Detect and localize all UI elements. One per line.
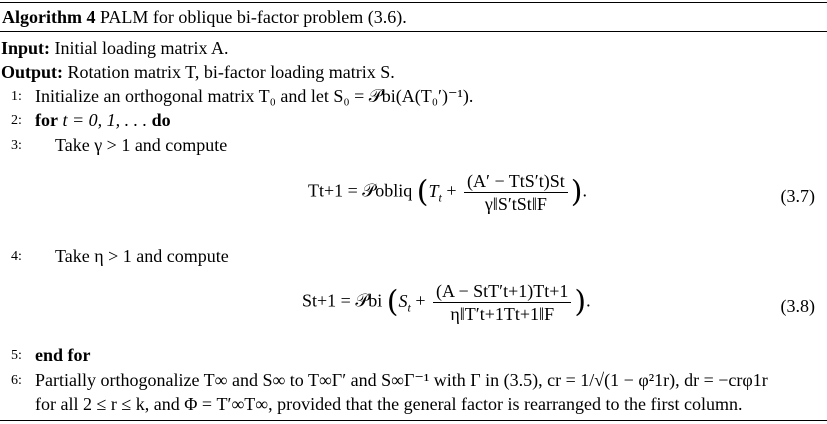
equation-3-7: Tt+1 = 𝒫obliq ($T_t$ + $\frac{\text{(A′ − TtS′t)St}}{\text{γ‖S′tSt‖F}}$ ). [308,171,587,214]
input-line [1,37,229,59]
input-label: Input: [1,38,51,58]
do-keyword: do [151,110,171,130]
step-text-continued: for all 2 ≤ r ≤ k, and Φ = T′∞T∞, provided that the general factor is rearranged to the first column. [35,394,743,414]
fraction [464,170,568,215]
equation-3-8: St+1 = 𝒫bi ($S_t$ + $\frac{\text{(A − StT′t+1)Tt+1}}{\eta‖T't+1Tt+1‖F}$ ). [302,281,591,324]
equation-number: (3.8) [780,296,815,316]
step-text: t = 0, 1, . . . [62,110,148,130]
algorithm-caption [2,6,407,28]
output-label: Output: [1,62,64,82]
step-text: Take γ > 1 and compute [55,135,228,155]
left-paren: ( [386,284,399,320]
bottom-rule [0,420,827,421]
step-number: 4: [11,249,22,264]
right-paren: ) [574,284,587,320]
input-text: Initial loading matrix A. [54,38,229,58]
caption-rule [0,31,827,32]
end-for-keyword: end for [35,345,91,365]
step-text: Initialize an orthogonal matrix T₀ and let S₀ = 𝒫bi(A(T₀′)⁻¹). [35,86,474,106]
for-keyword: for [35,110,58,130]
left-paren: ( [416,174,429,210]
fraction [433,280,571,325]
output-text: Rotation matrix T, bi-factor loading matrix S. [67,62,395,82]
step-line [35,109,171,131]
equation-lhs: Tt+1 = 𝒫obliq [308,180,413,201]
right-paren: ) [570,174,583,210]
numerator: (A − StT′t+1)Tt+1 [433,280,571,303]
top-rule [0,2,827,3]
step-number: 3: [11,138,22,153]
numerator: (A′ − TtS′t)St [464,170,568,193]
denominator: γ‖S′tSt‖F [484,194,547,214]
step-number: 6: [11,373,22,388]
step-text: Take η > 1 and compute [55,246,229,266]
step-number: 1: [11,89,22,104]
step-text: Partially orthogonalize T∞ and S∞ to T∞Γ′ and S∞Γ⁻¹ with Γ in (3.5), cr = 1/√(1 − φ²1r), dr = −crφ1r [35,370,768,390]
caption-label: Algorithm 4 [2,7,96,27]
equation-number: (3.7) [780,186,815,206]
step-number: 5: [11,348,22,363]
caption-text: PALM for oblique bi-factor problem (3.6). [100,7,407,27]
denominator: η‖T′t+1Tt+1‖F [450,304,555,324]
output-line [1,61,395,83]
equation-lhs: St+1 = 𝒫bi [302,290,383,311]
step-number: 2: [11,113,22,128]
